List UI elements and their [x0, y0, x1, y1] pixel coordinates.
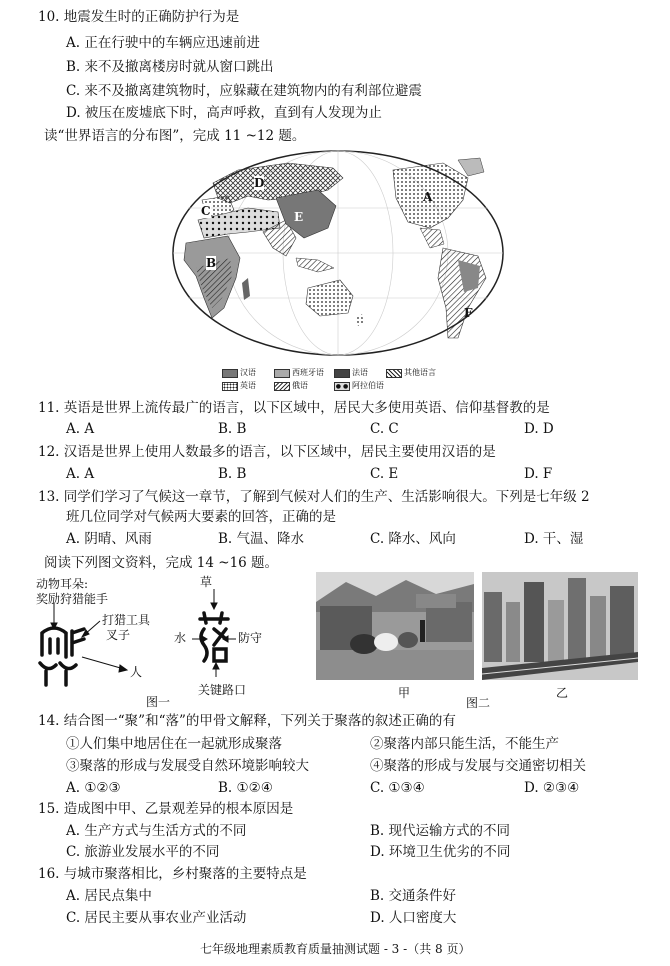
q11-option-c: C. C: [370, 421, 399, 437]
fig1-hunting-tool: 打猎工具: [102, 613, 151, 627]
q10-option-d: D. 被压在废墟底下时，高声呼救，直到有人发现为止: [66, 105, 382, 121]
q14-option-c: C. ①③④: [370, 780, 425, 796]
legend-arabic: 阿拉伯语: [352, 381, 384, 390]
q12-option-b: B. B: [218, 466, 247, 482]
page-footer: 七年级地理素质教育质量抽测试题 - 3 -（共 8 页）: [200, 942, 471, 956]
q15-stem: 15. 造成图中甲、乙景观差异的根本原因是: [38, 801, 294, 817]
q14-stem: 14. 结合图一“聚”和“落”的甲骨文解释，下列关于聚落的叙述正确的有: [38, 713, 456, 729]
map-label-e: E: [294, 210, 304, 224]
map-label-b: B: [206, 256, 217, 270]
q13-option-b: B. 气温、降水: [218, 531, 305, 547]
q15-option-d: D. 环境卫生优劣的不同: [370, 844, 511, 860]
q13-stem-continued: 班几位同学对气候两大要素的回答，正确的是: [66, 509, 336, 525]
q11-stem: 11. 英语是世界上流传最广的语言，以下区域中，居民大多使用英语、信仰基督教的是: [38, 400, 550, 416]
q13-option-d: D. 干、湿: [524, 531, 584, 547]
photo-jia-village: [316, 572, 474, 680]
fig2-caption: 图二: [466, 696, 491, 710]
intro-11-12: 读“世界语言的分布图”，完成 11 ~12 题。: [44, 128, 306, 144]
map-label-f: F: [464, 306, 473, 320]
oracle-bone-glyphs: [36, 573, 308, 705]
q12-stem: 12. 汉语是世界上使用人数最多的语言，以下区域中，居民主要使用汉语的是: [38, 444, 496, 460]
q15-option-c: C. 旅游业发展水平的不同: [66, 844, 220, 860]
q10-option-c: C. 来不及撤离建筑物时，应躲藏在建筑物内的有利部位避震: [66, 83, 422, 99]
q10-stem: 10. 地震发生时的正确防护行为是: [38, 9, 240, 25]
legend-chinese: 汉语: [240, 368, 256, 377]
photo-jia-label: 甲: [398, 686, 411, 700]
q12-option-a: A. A: [66, 466, 95, 482]
legend-russian: 俄语: [292, 381, 308, 390]
fig1-reward: 奖励狩猎能手: [36, 592, 109, 606]
world-language-map: [168, 148, 508, 393]
q16-option-b: B. 交通条件好: [370, 888, 457, 904]
map-legend: 汉语 西班牙语 法语 其他语言 英语 俄语 ● ● 阿拉伯语: [216, 368, 456, 394]
q14-statement-4: ④聚落的形成与发展与交通密切相关: [370, 758, 586, 774]
fig1-caption: 图一: [146, 695, 171, 709]
map-label-a: A: [423, 190, 433, 204]
q16-option-c: C. 居民主要从事农业产业活动: [66, 910, 247, 926]
fig1-grass: 草: [200, 575, 213, 589]
map-label-d: D: [254, 176, 265, 190]
fig1-person: 人: [130, 665, 143, 679]
fig1-defense: 防守: [238, 631, 263, 645]
q10-option-b: B. 来不及撤离楼房时就从窗口跳出: [66, 59, 274, 75]
legend-french: 法语: [352, 368, 368, 377]
q13-stem: 13. 同学们学习了气候这一章节，了解到气候对人们的生产、生活影响很大。下列是七年级 2: [38, 489, 590, 505]
map-label-c: C: [201, 204, 211, 218]
figure-1: [36, 573, 308, 709]
q12-option-c: C. E: [370, 466, 399, 482]
q14-statement-1: ①人们集中地居住在一起就形成聚落: [66, 736, 282, 752]
q11-option-b: B. B: [218, 421, 247, 437]
q14-option-d: D. ②③④: [524, 780, 580, 796]
map-graphic: [168, 148, 508, 393]
q11-option-a: A. A: [66, 421, 95, 437]
fig1-key-road: 关键路口: [198, 683, 247, 697]
photo-yi-label: 乙: [556, 686, 569, 700]
legend-english: 英语: [240, 381, 256, 390]
legend-other: 其他语言: [404, 368, 436, 377]
q14-option-b: B. ①②④: [218, 780, 273, 796]
q11-option-d: D. D: [524, 421, 554, 437]
q14-option-a: A. ①②③: [66, 780, 121, 796]
q15-option-b: B. 现代运输方式的不同: [370, 823, 511, 839]
q16-option-d: D. 人口密度大: [370, 910, 457, 926]
q16-option-a: A. 居民点集中: [66, 888, 152, 904]
q15-option-a: A. 生产方式与生活方式的不同: [66, 823, 247, 839]
q10-option-a: A. 正在行驶中的车辆应迅速前进: [66, 35, 260, 51]
q13-option-a: A. 阴晴、风雨: [66, 531, 152, 547]
fig1-animal-ear: 动物耳朵:: [36, 577, 89, 591]
legend-spanish: 西班牙语: [292, 368, 324, 377]
q12-option-d: D. F: [524, 466, 553, 482]
fig1-fork: 叉子: [106, 628, 131, 642]
q14-statement-2: ②聚落内部只能生活，不能生产: [370, 736, 559, 752]
fig1-water: 水: [174, 631, 187, 645]
photo-yi-city: [482, 572, 638, 680]
q16-stem: 16. 与城市聚落相比，乡村聚落的主要特点是: [38, 866, 307, 882]
q14-statement-3: ③聚落的形成与发展受自然环境影响较大: [66, 758, 309, 774]
q13-option-c: C. 降水、风向: [370, 531, 456, 547]
intro-14-16: 阅读下列图文资料，完成 14 ~16 题。: [44, 555, 279, 571]
